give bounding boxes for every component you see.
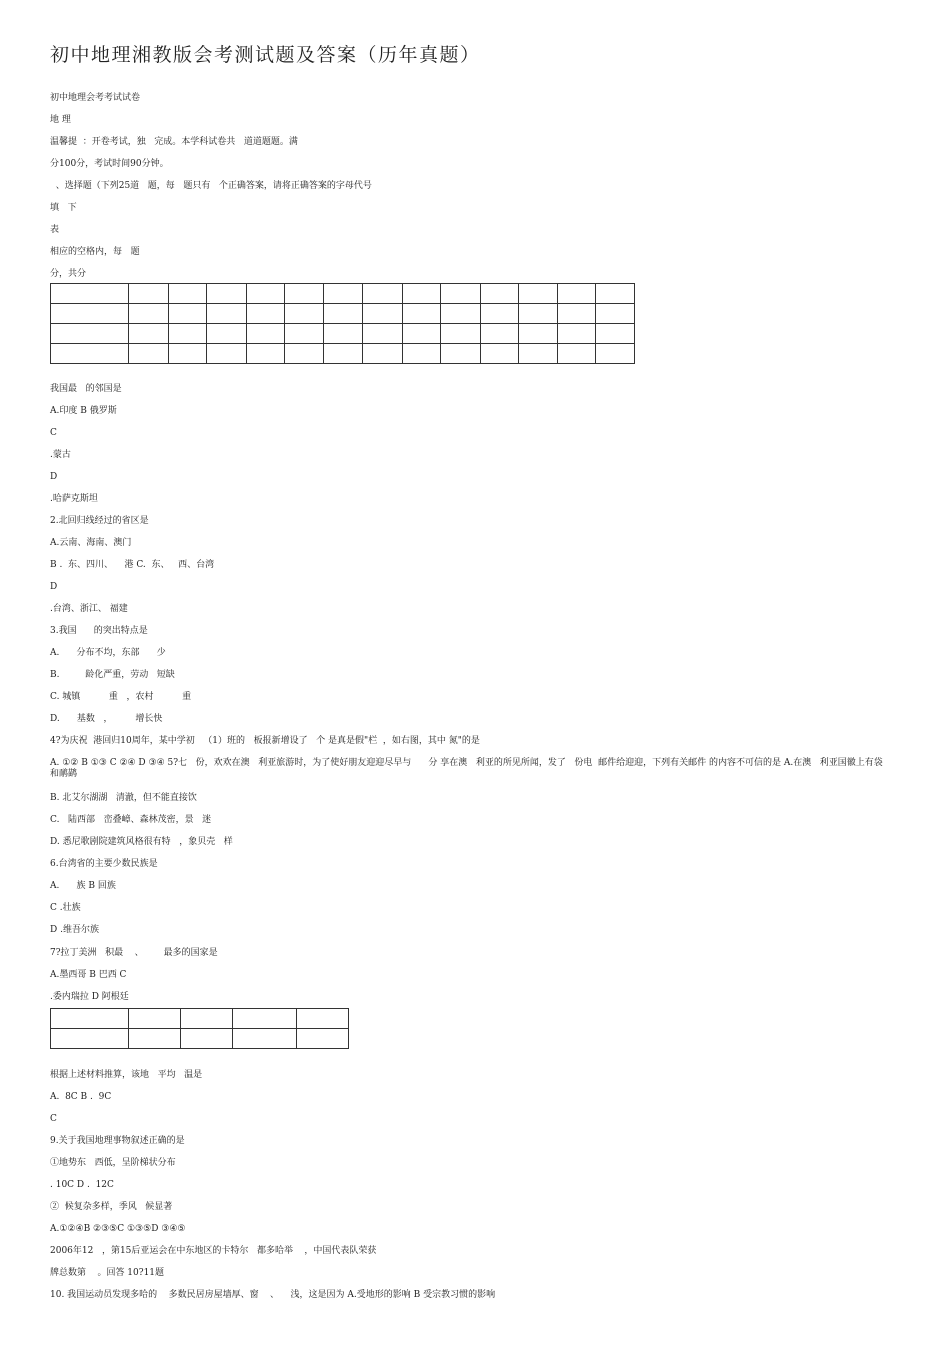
answer-cell: [285, 284, 324, 304]
question-option: C: [50, 428, 57, 438]
question-text: 10. 我国运动员发现多哈的 多数民居房屋墙厚、窗 、 浅，这是因为 A.受地形的影响 B 受宗教习惯的影响: [50, 1290, 496, 1300]
question-option: C .壮族: [50, 903, 81, 913]
question-option: .蒙古: [50, 450, 71, 460]
answer-cell: [519, 344, 558, 364]
answer-cell: [363, 284, 403, 304]
table-row: [51, 1029, 349, 1049]
question-option: A.墨西哥 B 巴西 C: [50, 970, 127, 980]
table-cell: [297, 1009, 349, 1029]
question-option: A. 分布不均，东部 少: [50, 648, 166, 658]
answer-cell: [324, 324, 363, 344]
question-option: B. 龄化严重，劳动 短缺: [50, 670, 175, 680]
question-option: B . 东、四川、 港 C. 东、 西、台湾: [50, 560, 215, 570]
question-text: 我国最 的邻国是: [50, 384, 122, 394]
answer-cell: [558, 324, 596, 344]
answer-cell: [363, 344, 403, 364]
question-option: D: [50, 582, 58, 592]
subject-label: 地 理: [50, 115, 71, 125]
question-option: C. 城镇 重 ，农村 重: [50, 692, 192, 702]
table-cell: [129, 1009, 181, 1029]
question-text: 9.关于我国地理事物叙述正确的是: [50, 1136, 185, 1146]
question-option: .台湾、浙江、 福建: [50, 604, 128, 614]
answer-cell: [169, 344, 207, 364]
answer-cell: [519, 284, 558, 304]
answer-cell: [519, 324, 558, 344]
answer-cell: [129, 324, 169, 344]
answer-cell: [285, 324, 324, 344]
answer-cell: [207, 324, 247, 344]
table-cell: [181, 1029, 233, 1049]
answer-cell: [558, 304, 596, 324]
answer-cell: [558, 284, 596, 304]
answer-cell: [285, 304, 324, 324]
question-option: .哈萨克斯坦: [50, 494, 98, 504]
table-row: [51, 1009, 349, 1029]
question-option: C. 陆西部 峦叠嶂、森林茂密，景 迷: [50, 815, 212, 825]
answer-cell: [247, 304, 285, 324]
table-cell: [51, 1029, 129, 1049]
table-cell: [233, 1029, 297, 1049]
answer-cell: [558, 344, 596, 364]
question-option: D. 基数 ， 增长快: [50, 714, 163, 724]
table-row: [51, 344, 635, 364]
answer-cell: [169, 324, 207, 344]
question-option: A.①②④B ②③⑤C ①③⑤D ③④⑤: [50, 1224, 186, 1234]
question-option: .委内瑞拉 D 阿根廷: [50, 992, 129, 1002]
question-text: 根据上述材料推算，该地 平均 温是: [50, 1070, 203, 1080]
instruction-line: 相应的空格内，每 题: [50, 247, 140, 257]
table-cell: [181, 1009, 233, 1029]
answer-cell: [51, 324, 129, 344]
document-title: 初中地理湘教版会考测试题及答案（历年真题）: [50, 44, 481, 66]
answer-cell: [363, 324, 403, 344]
question-option: B. 北艾尔湖湖 清澈，但不能直接饮: [50, 793, 197, 803]
question-text: 3.我国 的突出特点是: [50, 626, 148, 636]
table-row: [51, 284, 635, 304]
answer-cell: [481, 284, 519, 304]
notice-line: 分100分，考试时间90分钟。: [50, 159, 169, 169]
question-option: A. 8C B . 9C: [50, 1092, 112, 1102]
answer-cell: [441, 304, 481, 324]
answer-cell: [51, 304, 129, 324]
table-cell: [129, 1029, 181, 1049]
answer-grid: [50, 283, 635, 364]
answer-cell: [596, 304, 635, 324]
answer-cell: [247, 344, 285, 364]
answer-cell: [324, 284, 363, 304]
answer-cell: [519, 304, 558, 324]
answer-cell: [481, 304, 519, 324]
question-option: C: [50, 1114, 57, 1124]
table-cell: [297, 1029, 349, 1049]
table-row: [51, 304, 635, 324]
question-option: ①地势东 西低，呈阶梯状分布: [50, 1158, 176, 1168]
instruction-line: 分，共分: [50, 269, 87, 279]
data-table: [50, 1008, 349, 1049]
question-text: 7?拉丁美洲 积最 、 最多的国家是: [50, 948, 218, 958]
answer-cell: [363, 304, 403, 324]
answer-cell: [207, 284, 247, 304]
answer-cell: [169, 304, 207, 324]
answer-cell: [129, 344, 169, 364]
answer-cell: [247, 324, 285, 344]
answer-cell: [51, 344, 129, 364]
question-text: 牌总数第 。回答 10?11题: [50, 1268, 165, 1278]
answer-cell: [596, 284, 635, 304]
answer-cell: [169, 284, 207, 304]
table-row: [51, 324, 635, 344]
answer-cell: [207, 344, 247, 364]
answer-cell: [129, 304, 169, 324]
answer-cell: [441, 284, 481, 304]
answer-cell: [481, 324, 519, 344]
answer-cell: [324, 304, 363, 324]
notice-line: 温馨提 ：开卷考试，独 完成。本学科试卷共 道道题题。满: [50, 137, 298, 147]
answer-cell: [596, 344, 635, 364]
question-text: 6.台湾省的主要少数民族是: [50, 859, 158, 869]
instruction-line: 表: [50, 225, 60, 235]
answer-cell: [403, 304, 441, 324]
question-option: D. 悉尼歌剧院建筑风格很有特 ，象贝壳 样: [50, 837, 233, 847]
question-text: 4?为庆祝 港回归10周年，某中学初 （1）班的 板报新增设了 个 是真是假"栏 ，如右图，其中 氮"的是: [50, 736, 480, 746]
table-cell: [51, 1009, 129, 1029]
answer-cell: [324, 344, 363, 364]
question-option: . 10C D . 12C: [50, 1180, 114, 1190]
answer-cell: [207, 304, 247, 324]
answer-cell: [285, 344, 324, 364]
answer-cell: [403, 324, 441, 344]
exam-heading: 初中地理会考考试试卷: [50, 93, 141, 103]
instruction-line: 填 下: [50, 203, 77, 213]
answer-cell: [247, 284, 285, 304]
answer-cell: [403, 284, 441, 304]
question-text: 2006年12 ，第15后亚运会在中东地区的卡特尔 都多哈举 ，中国代表队荣获: [50, 1246, 377, 1256]
question-option: D: [50, 472, 58, 482]
answer-cell: [441, 344, 481, 364]
section-heading: 、选择题（下列25道 题，每 题只有 个正确答案，请将正确答案的字母代号: [50, 181, 372, 191]
answer-cell: [51, 284, 129, 304]
question-option: ② 候复杂多样，季风 候显著: [50, 1202, 173, 1212]
question-option: A.云南、海南、澳门: [50, 538, 132, 548]
question-text: A. ①② B ①③ C ②④ D ③④ 5?七 份，欢欢在澳 利亚旅游时，为了使好朋友迎迎尽早与 分 享在澳 利亚的所见所闻，发了 份电 邮件给迎迎，下列有关邮件 的内容不可信的是 A.在澳 利亚国徽上有袋 和鸸鹋: [50, 758, 892, 779]
answer-cell: [403, 344, 441, 364]
answer-cell: [596, 324, 635, 344]
question-text: 2.北回归线经过的省区是: [50, 516, 149, 526]
table-cell: [233, 1009, 297, 1029]
answer-cell: [481, 344, 519, 364]
question-option: A.印度 B 俄罗斯: [50, 406, 117, 416]
answer-cell: [129, 284, 169, 304]
answer-cell: [441, 324, 481, 344]
question-option: D .维吾尔族: [50, 925, 99, 935]
question-option: A. 族 B 回族: [50, 881, 116, 891]
